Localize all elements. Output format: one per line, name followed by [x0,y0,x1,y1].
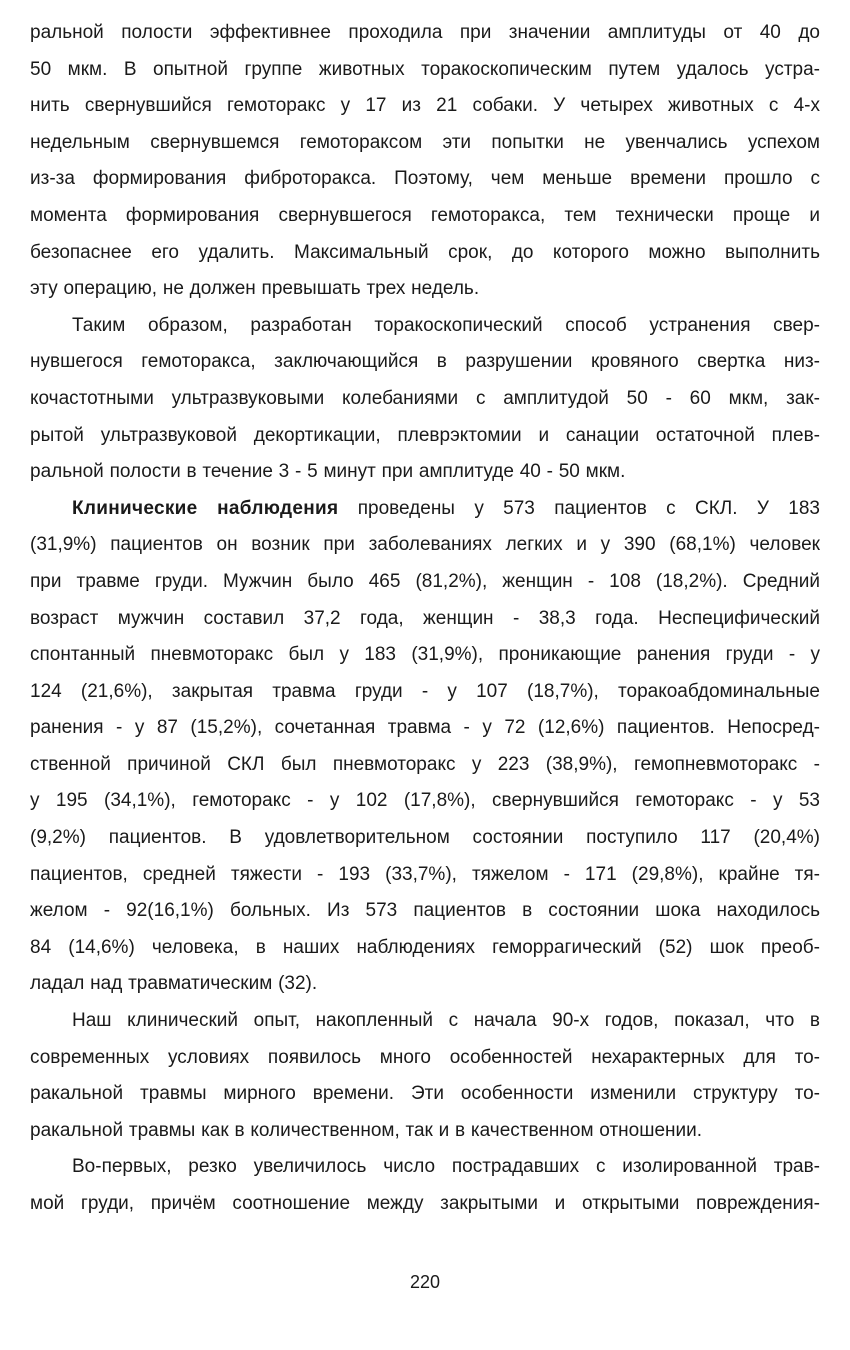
text-line: нить свернувшийся гемоторакс у 17 из 21 собаки. У четырех животных с 4-х [30,95,820,117]
bold-lead-phrase: Клинические наблюдения [72,497,339,519]
text-line: ладал над травматическим (32). [30,973,318,995]
paragraph-1 [30,15,820,308]
text-line: (9,2%) пациентов. В удовлетворительном состоянии поступило 117 (20,4%) [30,827,820,849]
text-line: недельным свернувшемся гемотораксом эти попытки не увенчались успехом [30,131,820,153]
text-line: спонтанный пневмоторакс был у 183 (31,9%), проникающие ранения груди - у [30,644,820,666]
text-line: пациентов, средней тяжести - 193 (33,7%), тяжелом - 171 (29,8%), крайне тя- [30,863,820,885]
text-line: ракальной травмы мирного времени. Эти особенности изменили структуру то- [30,1083,820,1105]
text-line: возраст мужчин составил 37,2 года, женщин - 38,3 года. Неспецифический [30,607,820,629]
paragraph-2 [30,308,820,491]
text-line: мой груди, причём соотношение между закрытыми и открытыми повреждения- [30,1193,820,1214]
text-line: ральной полости эффективнее проходила при значении амплитуды от 40 до [30,22,820,43]
text-line: рытой ультразвуковой декортикации, плеврэктомии и санации остаточной плев- [30,424,820,446]
text-line: желом - 92(16,1%) больных. Из 573 пациентов в состоянии шока находилось [30,900,820,922]
text-line: из-за формирования фиброторакса. Поэтому, чем меньше времени прошло с [30,168,820,190]
paragraph-3 [30,491,820,1003]
text-line-rest: проведены у 573 пациентов с СКЛ. У 183 [338,497,820,519]
text-line: ранения - у 87 (15,2%), сочетанная травма - у 72 (12,6%) пациентов. Непосред- [30,717,820,739]
document-page [30,15,820,1223]
paragraph-5 [30,1149,820,1222]
text-line: момента формирования свернувшегося гемоторакса, тем технически проще и [30,204,820,226]
text-line: 50 мкм. В опытной группе животных торакоскопическим путем удалось устра- [30,58,820,80]
page-number: 220 [409,1272,441,1292]
text-line: Таким образом, разработан торакоскопический способ устранения свер- [72,314,820,336]
text-line: (31,9%) пациентов он возник при заболеваниях легких и у 390 (68,1%) человек [30,534,820,556]
text-line: кочастотными ультразвуковыми колебаниями с амплитудой 50 - 60 мкм, зак- [30,387,820,409]
text-line: нувшегося гемоторакса, заключающийся в разрушении кровяного свертка низ- [30,351,820,373]
text-line: ственной причиной СКЛ был пневмоторакс у 223 (38,9%), гемопневмоторакс - [30,753,820,775]
paragraph-4 [30,1003,820,1149]
text-line: ральной полости в течение 3 - 5 минут при амплитуде 40 - 50 мкм. [30,461,626,483]
text-line: 84 (14,6%) человека, в наших наблюдениях геморрагический (52) шок преоб- [30,936,820,958]
text-line: Наш клинический опыт, накопленный с начала 90-х годов, показал, что в [72,1010,820,1032]
text-line: Во-первых, резко увеличилось число пострадавших с изолированной трав- [72,1156,820,1178]
text-line: ракальной травмы как в количественном, так и в качественном отношении. [30,1119,703,1141]
text-line: 124 (21,6%), закрытая травма груди - у 107 (18,7%), торакоабдоминальные [30,680,820,702]
text-line [30,491,820,528]
text-line: современных условиях появилось много особенностей нехарактерных для то- [30,1046,820,1068]
text-line: при травме груди. Мужчин было 465 (81,2%), женщин - 108 (18,2%). Средний [30,570,820,592]
text-line: эту операцию, не должен превышать трех недель. [30,278,480,300]
text-line: у 195 (34,1%), гемоторакс - у 102 (17,8%), свернувшийся гемоторакс - у 53 [30,790,820,812]
text-line: безопаснее его удалить. Максимальный срок, до которого можно выполнить [30,241,820,263]
